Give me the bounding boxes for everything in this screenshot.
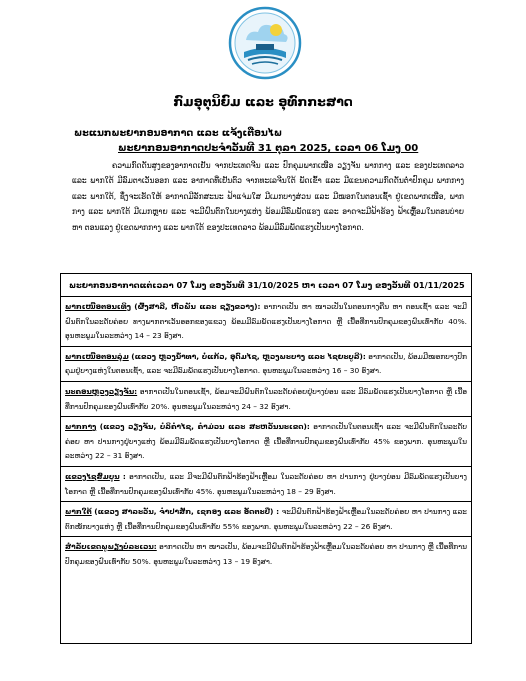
section-title: ພະແນກພະຍາກອນອາກາດ ແລະ ແຈ້ງເຕືອນໄພ [74, 128, 283, 139]
region-name: ພາກໃຕ້ [65, 507, 92, 517]
region-row [61, 537, 471, 571]
region-text: ອາກາດເປັນ, ພ້ອມມີໝອກບາງປົກຄຸມຢູ່ບາງແຫ່ງໃນຕອນເຊົ້າ, ແລະ ຈະມີລົມພັດແຮງເປັນບາງໂອກາດ. ອຸນຫະພູມໃນລະຫວ່າງ 16 – 30 ອົງສາ. [65, 351, 467, 376]
region-row [61, 502, 471, 537]
region-name: ພາກເໜືອຕອນເທິງ [65, 302, 131, 311]
region-row [61, 347, 471, 382]
region-row [61, 467, 471, 502]
region-provinces: (ແຂວງ ຫຼວງນ້ຳທາ, ບໍ່ແກ້ວ, ອຸດົມໄຊ, ຫຼວງພະບາງ ແລະ ໄຊຍະບູລີ): [131, 351, 366, 361]
department-logo [228, 6, 302, 80]
region-text: ອາກາດເປັນ ຫາ ໜາວເປັນໃນຕອນກາງຄືນ ຫາ ຕອນເຊົ້າ ແລະ ຈະມີຝົນຕົກໃນລະດັບຄ່ອຍ ທາງພາກຕາເວັນອອກຂອງແຂວງ ພ້ອມມີລົມພັດແຮງເປັນບາງໂອກາດ ຫຼື ເນື້ອທີ່ການປົກຄຸມຂອງຝົນເທົ່າກັບ 40%. ອຸນຫະພູມໃນລະຫວ່າງ 14 – 23 ອົງສາ. [65, 302, 467, 341]
intro-paragraph: ຄວາມກົດດັນສູງຂອງອາກາດເຢັນ ຈາກປະເທດຈີນ ແລະ ປົກຄຸມພາກເໜືອ ວຽງຈັນ ພາກກາງ ແລະ ຂອງປະເທດລາວ ແລະ ພາກໃຕ້ ມີລົມຕາເວັນອອກ ແລະ ອາກາດທີ່ເຢັນຕົວ ຈາກທະເລຈີນໃຕ້ ພັດເຂົ້າ ແລະ ມີແຂນຄວາມກົດດັນຕ່ຳປົກຄຸມ ພາກກາງ ແລະ ພາກໃຕ້, ຊຶ່ງຈະເຮັດໃຫ້ ອາກາດມີລັກສະນະ ຟ້າແຈ່ມໃສ ມີເມກບາງສ່ວນ ແລະ ມີໝອກໃນຕອນເຊົ້າ ຢູ່ເຂດພາກເໜືອ, ພາກກາງ ແລະ ພາກໃຕ້ ມີເມກຫຼາຍ ແລະ ຈະມີຝົນຕົກໃນບາງແຫ່ງ ພ້ອມມີລົມພັດແຮງ ແລະ ອາດຈະມີຟ້າຮ້ອງ ຟ້າເຫຼື້ອມໃນຕອນບ່າຍ ຫາ ຕອນແລງ ຢູ່ເຂດພາກກາງ ແລະ ພາກໃຕ້ ຂອງປະເທດລາວ ພ້ອມມີລົມພັດແຮງເປັນບາງໂອກາດ. [72, 161, 464, 232]
region-name: ແຂວງໄຊສົມບູນ [65, 471, 120, 481]
forecast-title: ພະຍາກອນອາກາດປະຈຳວັນທີ 31 ຕຸລາ 2025, ເວລາ 06 ໂມງ 00 [118, 143, 419, 154]
region-name: ພາກກາງ [65, 422, 97, 432]
region-text: ອາກາດເປັນໃນຕອນເຊົ້າ ແລະ ຈະມີຝົນຕົກໃນລະດັບຄ່ອຍ ຫາ ປານກາງຢູ່ບາງແຫ່ງ ພ້ອມມີລົມພັດແຮງເປັນບາງໂອກາດ ຫຼື ເນື້ອທີ່ການປົກຄຸມຂອງຝົນເທົ່າກັບ 45% ຂອງພາກ. ອຸນຫະພູມໃນລະຫວ່າງ 22 – 31 ອົງສາ. [65, 422, 467, 461]
region-name: ນະຄອນຫຼວງວຽງຈັນ: [65, 386, 138, 396]
region-name: ສຳລັບເຂດພູພຽງບໍລະເວນ: [65, 542, 157, 552]
region-text: ຈະມີຝົນຕົກຟ້າຮ້ອງຟ້າເຫຼື້ອມໃນລະດັບຄ່ອຍ ຫາ ປານກາງ ແລະ ຕົກໜັກບາງແຫ່ງ ຫຼື ເນື້ອທີ່ການປົກຄຸມຂອງຝົນເທົ່າກັບ 55% ຂອງພາກ. ອຸນຫະພູມໃນລະຫວ່າງ 22 – 26 ອົງສາ. [65, 507, 467, 531]
department-name: ກົມອຸຕຸນິຍົມ ແລະ ອຸທົກກະສາດ [173, 94, 353, 109]
region-provinces: : [122, 471, 126, 481]
region-name: ພາກເໜືອຕອນລຸ່ມ [65, 351, 129, 361]
region-row [61, 417, 471, 467]
region-provinces: (ແຂວງ ວຽງຈັນ, ບໍລິຄຳໄຊ, ຄຳມ່ວນ ແລະ ສະຫວັນນະເຂດ): [99, 422, 310, 432]
region-row [61, 297, 471, 347]
region-provinces: (ແຂວງ ສາລະວັນ, ຈຳປາສັກ, ເຊກອງ ແລະ ອັດຕະປື) : [94, 507, 280, 517]
table-header: ພະຍາກອນອາກາດແຕ່ເວລາ 07 ໂມງ ຂອງວັນທີ 31/10/2025 ຫາ ເວລາ 07 ໂມງ ຂອງວັນທີ 01/11/2025 [61, 274, 471, 297]
region-provinces: (ຜົ້ງສາລີ, ຫົວພັນ ແລະ ຊຽງຂວາງ): [134, 302, 261, 311]
region-text: ອາກາດເປັນ ຫາ ໜາວເປັນ, ພ້ອມຈະມີຝົນຕົກຟ້າຮ້ອງຟ້າເຫຼື້ອມໃນລະດັບຄ່ອຍ ຫາ ປານກາງ ຫຼື ເນື້ອທີ່ການປົກຄຸມຂອງຝົນເທົ່າກັບ 50%. ອຸນຫະພູມໃນລະຫວ່າງ 13 – 19 ອົງສາ. [65, 542, 467, 566]
region-text: ອາກາດເປັນ, ແລະ ມີຈະມີຝົນຕົກຟ້າຮ້ອງຟ້າເຫຼື້ອມ ໃນລະດັບຄ່ອຍ ຫາ ປານກາງ ຢູ່ບາງບ່ອນ ມີລົມພັດແຮງເປັນບາງໂອກາດ ຫຼື ເນື້ອທີ່ການປົກຄຸມຂອງຝົນເທົ່າກັບ 45%. ອຸນຫະພູມໃນລະຫວ່າງ 18 – 29 ອົງສາ. [65, 471, 467, 496]
region-text: ອາກາດເປັນໃນຕອນເຊົ້າ, ພ້ອມຈະມີຝົນຕົກໃນລະດັບຄ່ອຍຢູ່ບາງບ່ອນ ແລະ ມີລົມພັດແຮງເປັນບາງໂອກາດ ຫຼື ເນື້ອທີ່ການປົກຄຸມຂອງຝົນເທົ່າກັບ 20%. ອຸນຫະພູມໃນລະຫວ່າງ 24 – 32 ອົງສາ. [65, 386, 467, 411]
region-row [61, 382, 471, 417]
forecast-table [60, 273, 472, 644]
